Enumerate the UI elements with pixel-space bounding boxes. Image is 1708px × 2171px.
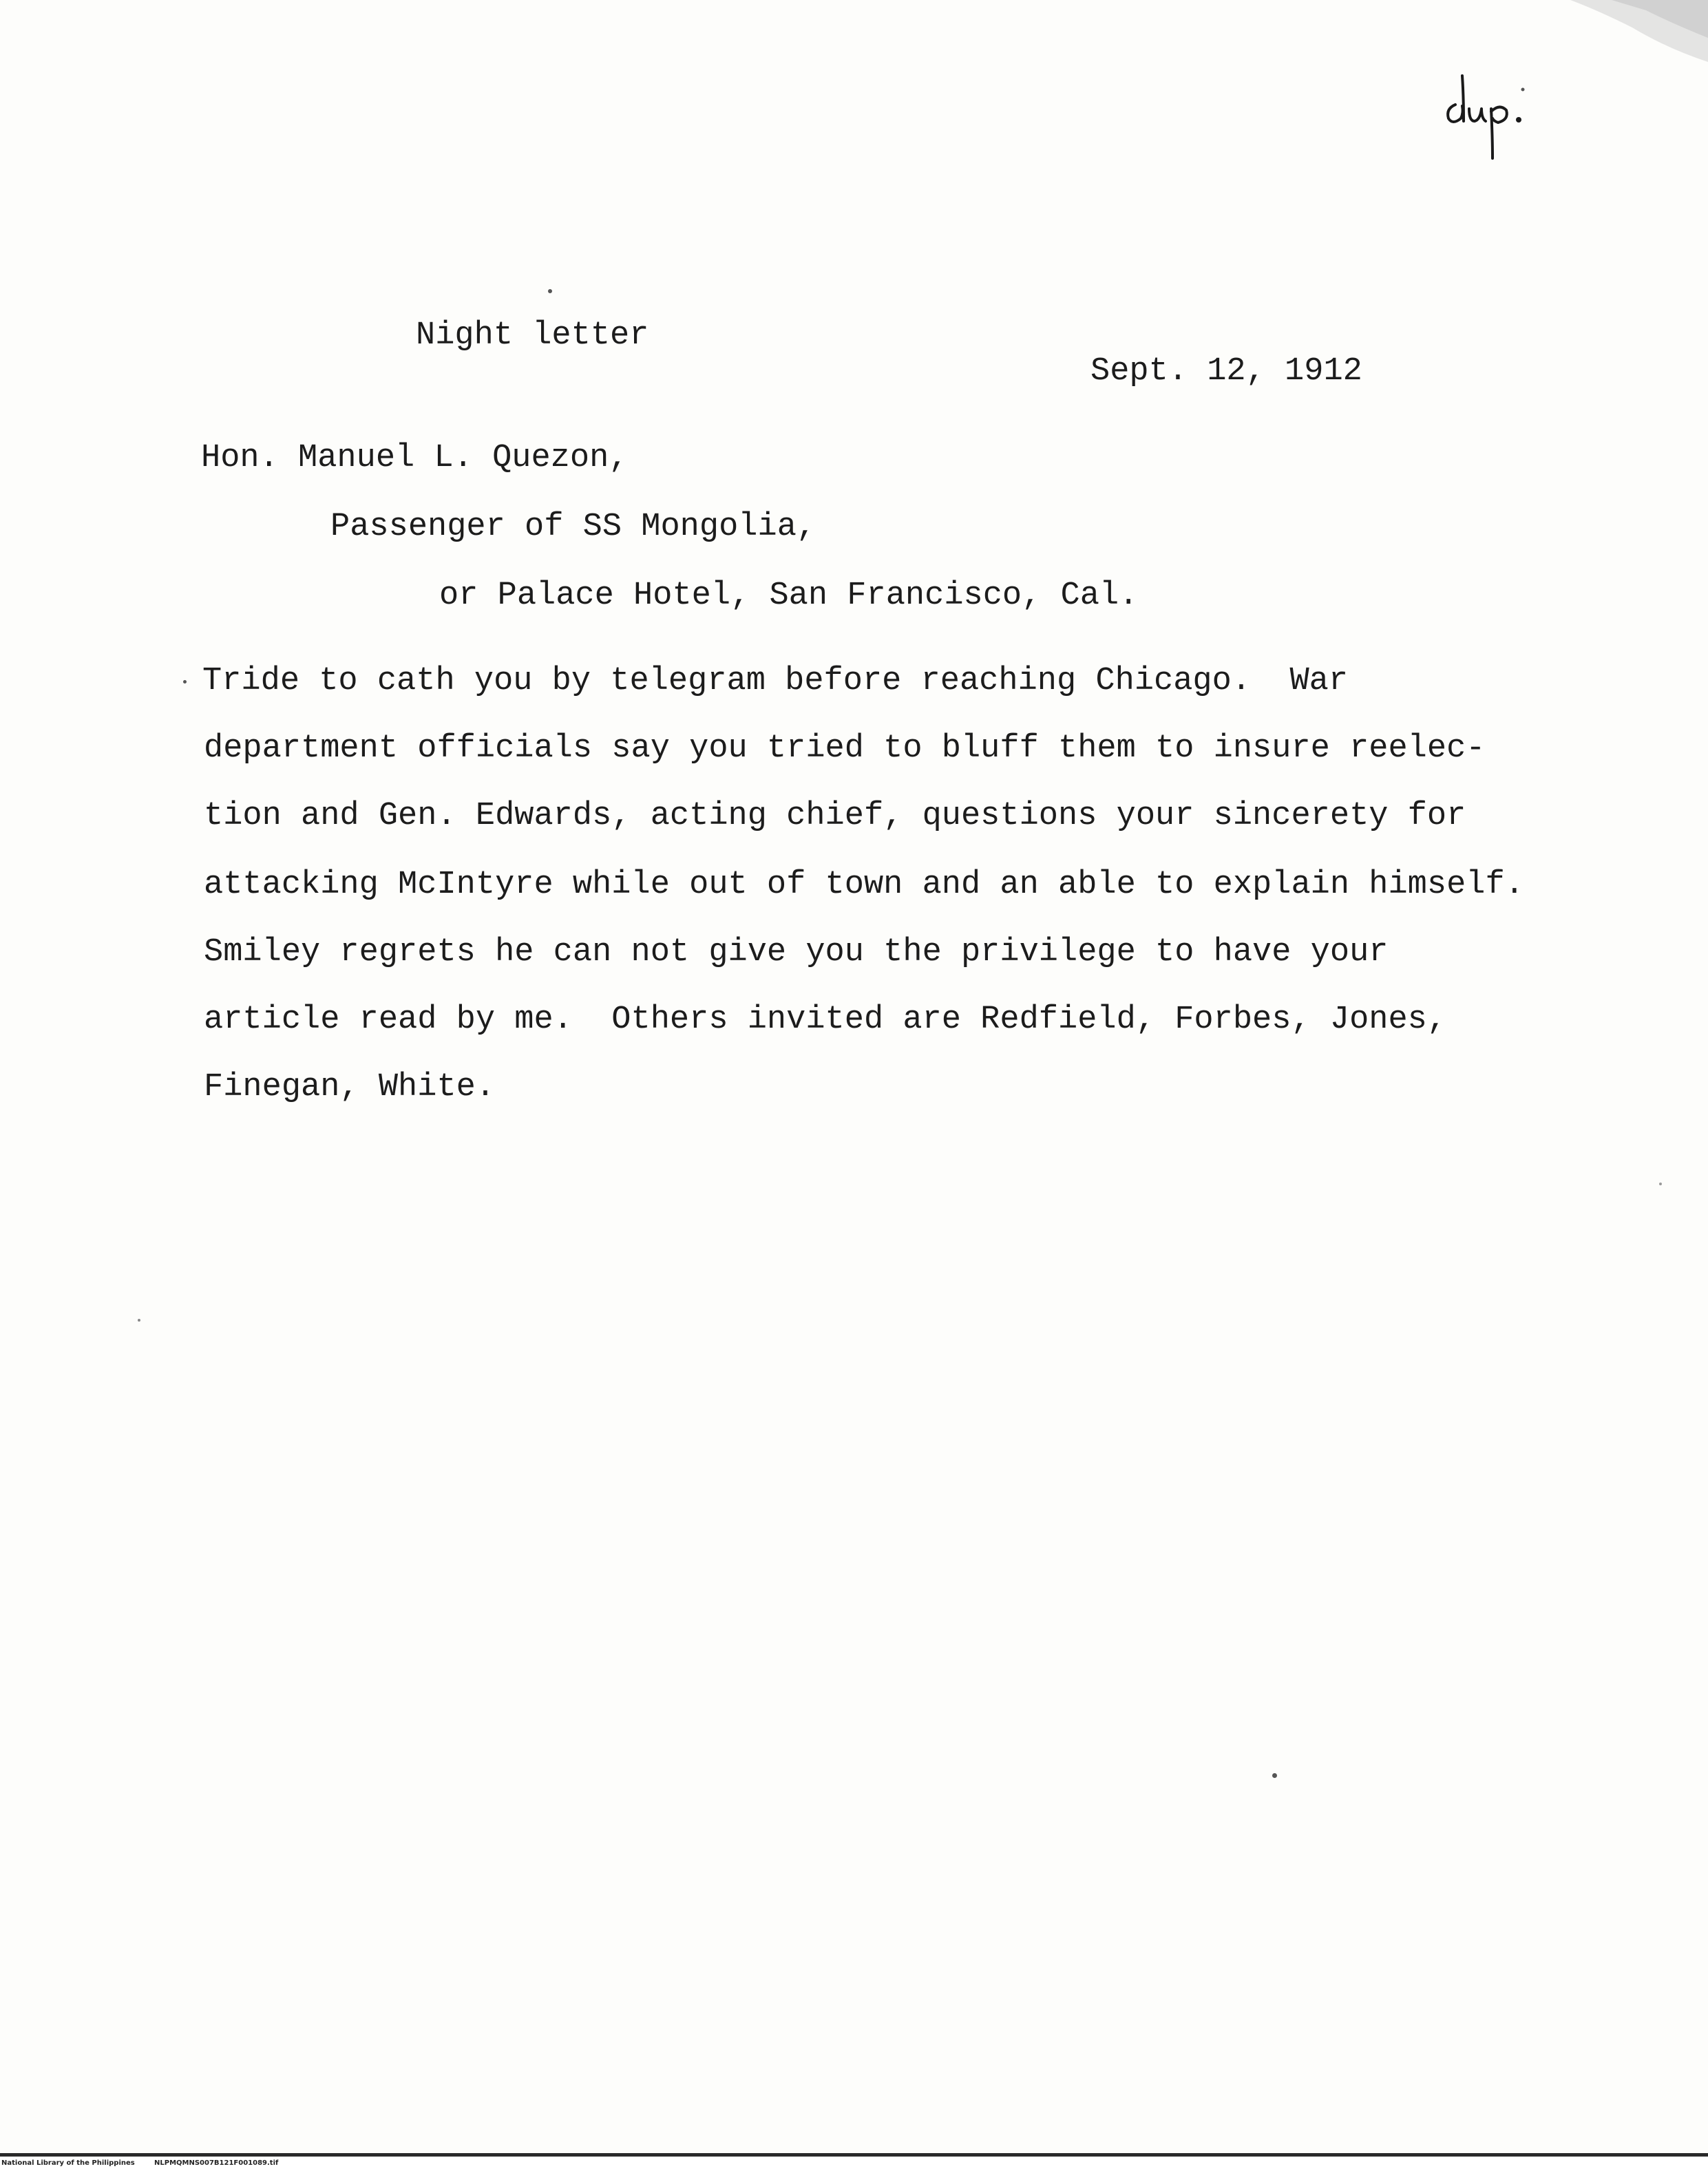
handwritten-annotation [1440, 55, 1543, 172]
scan-speck [138, 1319, 140, 1322]
body-line: Smiley regrets he can not give you the privilege to have your [204, 934, 1389, 971]
body-line: attacking McIntyre while out of town and an able to explain himself. [204, 867, 1524, 903]
scan-border [0, 2153, 1708, 2157]
body-line: tion and Gen. Edwards, acting chief, questions your sincerety for [204, 798, 1466, 834]
scan-speck [1659, 1183, 1662, 1185]
footer-library: National Library of the Philippines [1, 2159, 135, 2167]
body-line: Tride to cath you by telegram before reaching Chicago. War [202, 663, 1349, 699]
footer-filename: NLPMQMNS007B121F001089.tif [154, 2159, 279, 2167]
body-line: department officials say you tried to bluff them to insure reelec- [204, 730, 1486, 767]
addressee-name: Hon. Manuel L. Quezon, [201, 440, 629, 476]
scan-speck [1272, 1773, 1277, 1778]
addressee-line-3: or Palace Hotel, San Francisco, Cal. [439, 578, 1139, 614]
scan-speck [548, 289, 552, 293]
body-line: article read by me. Others invited are Redfield, Forbes, Jones, [204, 1002, 1447, 1038]
letter-heading: Night letter [416, 317, 649, 354]
addressee-line-2: Passenger of SS Mongolia, [330, 509, 816, 545]
scan-smudge [1529, 0, 1708, 76]
letter-date: Sept. 12, 1912 [1090, 353, 1362, 390]
body-line: Finegan, White. [204, 1069, 496, 1105]
scan-speck [183, 680, 187, 684]
